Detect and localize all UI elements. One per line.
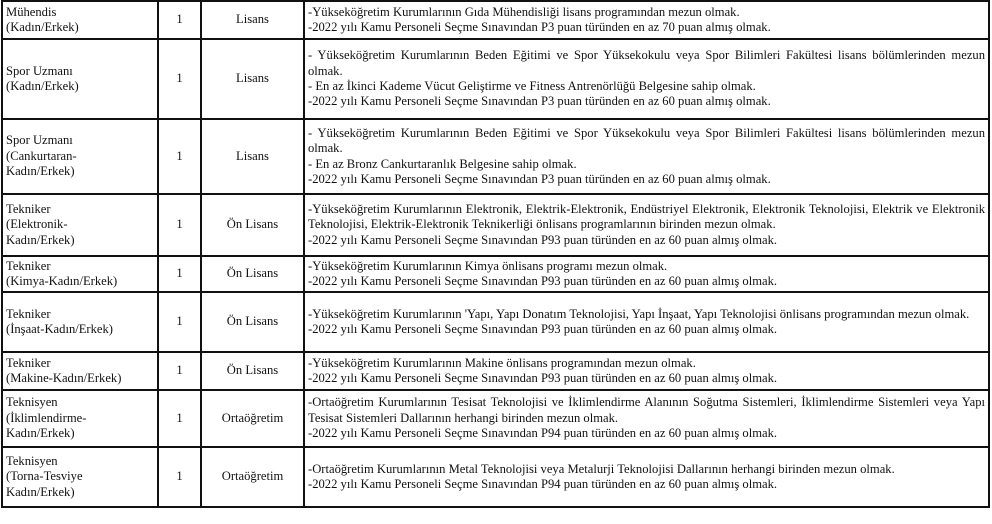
requirement-line: -Yükseköğretim Kurumlarının 'Yapı, Yapı Donatım Teknolojisi, Yapı İnşaat, Yapı Teknolojisi önlisans programından mezun olmak. (308, 306, 970, 321)
requirement-line: - Yükseköğretim Kurumlarının Beden Eğitimi ve Spor Yüksekokulu veya Spor Bilimleri Fakültesi lisans bölümlerinden mezun olmak. (308, 125, 985, 156)
table-row (2, 256, 989, 292)
position-title-line: Tekniker (6, 306, 51, 321)
table-row (2, 447, 989, 507)
position-title-line: (Makine-Kadın/Erkek) (6, 371, 122, 385)
position-title-line: Kadın/Erkek) (6, 484, 75, 499)
education-level-cell: Lisans (201, 1, 304, 39)
position-title-cell (2, 39, 158, 119)
position-title-cell (2, 292, 158, 352)
requirement-line: - Yükseköğretim Kurumlarının Beden Eğitimi ve Spor Yüksekokulu veya Spor Bilimleri Fakültesi lisans bölümlerinden mezun olmak. (308, 48, 985, 78)
position-title-line: (İnşaat-Kadın/Erkek) (6, 322, 113, 336)
position-count-cell: 1 (158, 390, 201, 447)
position-title-line: Tekniker (6, 201, 51, 216)
requirement-line: -2022 yılı Kamu Personeli Seçme Sınavından P93 puan türünden en az 60 puan almış olmak. (308, 322, 778, 336)
table-row (2, 352, 989, 390)
table-row (2, 390, 989, 447)
requirement-line: -Ortaöğretim Kurumlarının Tesisat Teknolojisi ve İklimlendirme Alanının Soğutma Sistemleri, İklimlendirme Sistemleri veya Yapı Tesisat Sistemleri Dallarının herhangi birinden mezun olmak. (308, 395, 985, 425)
position-title-cell (2, 119, 158, 194)
position-title-line: (İklimlendirme- (6, 410, 87, 425)
table-row (2, 119, 989, 194)
requirement-line: -Yükseköğretim Kurumlarının Makine önlisans programından mezun olmak. (308, 355, 696, 370)
position-title-line: (Cankurtaran- (6, 148, 77, 163)
requirement-line: -2022 yılı Kamu Personeli Seçme Sınavından P93 puan türünden en az 60 puan almış olmak. (308, 371, 778, 385)
table-row (2, 194, 989, 256)
position-title-cell (2, 447, 158, 507)
requirements-cell (304, 256, 989, 292)
requirements-cell (304, 194, 989, 256)
table-body (2, 1, 989, 507)
requirements-cell (304, 447, 989, 507)
education-level-cell: Ön Lisans (201, 292, 304, 352)
position-title-line: (Elektronik- (6, 217, 68, 232)
position-title-line: Kadın/Erkek) (6, 232, 75, 247)
education-level-cell: Ön Lisans (201, 194, 304, 256)
position-count-cell: 1 (158, 292, 201, 352)
position-title-line: (Kimya-Kadın/Erkek) (6, 274, 118, 288)
table-row (2, 292, 989, 352)
requirement-line: -2022 yılı Kamu Personeli Seçme Sınavından P3 puan türünden en az 60 puan almış olmak. (308, 171, 771, 186)
requirements-cell (304, 390, 989, 447)
position-title-line: Tekniker (6, 258, 51, 273)
requirement-line: -2022 yılı Kamu Personeli Seçme Sınavından P3 puan türünden en az 70 puan almış olmak. (308, 20, 771, 34)
requirements-cell (304, 292, 989, 352)
position-title-line: Spor Uzmanı (6, 63, 73, 78)
education-level-cell: Ortaöğretim (201, 390, 304, 447)
requirement-line: -2022 yılı Kamu Personeli Seçme Sınavından P93 puan türünden en az 60 puan almış olmak. (308, 232, 778, 247)
requirements-cell (304, 119, 989, 194)
education-level-cell: Lisans (201, 39, 304, 119)
requirement-line: -2022 yılı Kamu Personeli Seçme Sınavından P93 puan türünden en az 60 puan almış olmak. (308, 274, 778, 288)
requirements-cell (304, 1, 989, 39)
position-title-cell (2, 194, 158, 256)
position-count-cell: 1 (158, 39, 201, 119)
position-title-line: (Torna-Tesviye (6, 469, 83, 484)
education-level-cell: Ortaöğretim (201, 447, 304, 507)
position-count-cell: 1 (158, 119, 201, 194)
requirements-cell (304, 352, 989, 390)
table-row (2, 39, 989, 119)
position-count-cell: 1 (158, 256, 201, 292)
education-level-cell: Ön Lisans (201, 352, 304, 390)
position-title-line: Kadın/Erkek) (6, 164, 75, 179)
position-title-line: Mühendis (6, 4, 57, 19)
position-count-cell: 1 (158, 1, 201, 39)
requirement-line: -2022 yılı Kamu Personeli Seçme Sınavından P94 puan türünden en az 60 puan almış olmak. (308, 477, 778, 491)
job-requirements-table (1, 0, 990, 508)
requirement-line: -Ortaöğretim Kurumlarının Metal Teknolojisi veya Metalurji Teknolojisi Dallarının herhangi birinden mezun olmak. (308, 461, 895, 476)
position-title-line: Teknisyen (6, 395, 58, 410)
requirements-cell (304, 39, 989, 119)
education-level-cell: Ön Lisans (201, 256, 304, 292)
requirement-line: -2022 yılı Kamu Personeli Seçme Sınavından P94 puan türünden en az 60 puan almış olmak. (308, 426, 778, 441)
position-title-line: (Kadın/Erkek) (6, 20, 79, 34)
position-count-cell: 1 (158, 194, 201, 256)
position-count-cell: 1 (158, 447, 201, 507)
position-title-line: Tekniker (6, 355, 51, 370)
requirement-line: - En az Bronz Cankurtaranlık Belgesine sahip olmak. (308, 156, 577, 171)
table-row (2, 1, 989, 39)
position-title-line: (Kadın/Erkek) (6, 79, 79, 93)
requirement-line: -Yükseköğretim Kurumlarının Kimya önlisans programı mezun olmak. (308, 258, 668, 273)
position-title-cell (2, 1, 158, 39)
requirement-line: -2022 yılı Kamu Personeli Seçme Sınavından P3 puan türünden en az 60 puan almış olmak. (308, 94, 771, 109)
position-title-line: Kadın/Erkek) (6, 426, 75, 441)
requirement-line: - En az İkinci Kademe Vücut Geliştirme ve Fitness Antrenörlüğü Belgesine sahip olmak. (308, 79, 756, 93)
requirement-line: -Yükseköğretim Kurumlarının Gıda Mühendisliği lisans programından mezun olmak. (308, 4, 740, 19)
position-title-line: Spor Uzmanı (6, 133, 73, 148)
position-title-cell (2, 390, 158, 447)
position-title-line: Teknisyen (6, 453, 58, 468)
position-title-cell (2, 352, 158, 390)
position-count-cell: 1 (158, 352, 201, 390)
requirement-line: -Yükseköğretim Kurumlarının Elektronik, Elektrik-Elektronik, Endüstriyel Elektronik, Elektronik Teknolojisi, Elektrik ve Elektronik Teknolojisi, Elektrik-Elektronik Teknikerliği önlisans programlarının birinden mezun olmak. (308, 201, 985, 232)
position-title-cell (2, 256, 158, 292)
education-level-cell: Lisans (201, 119, 304, 194)
